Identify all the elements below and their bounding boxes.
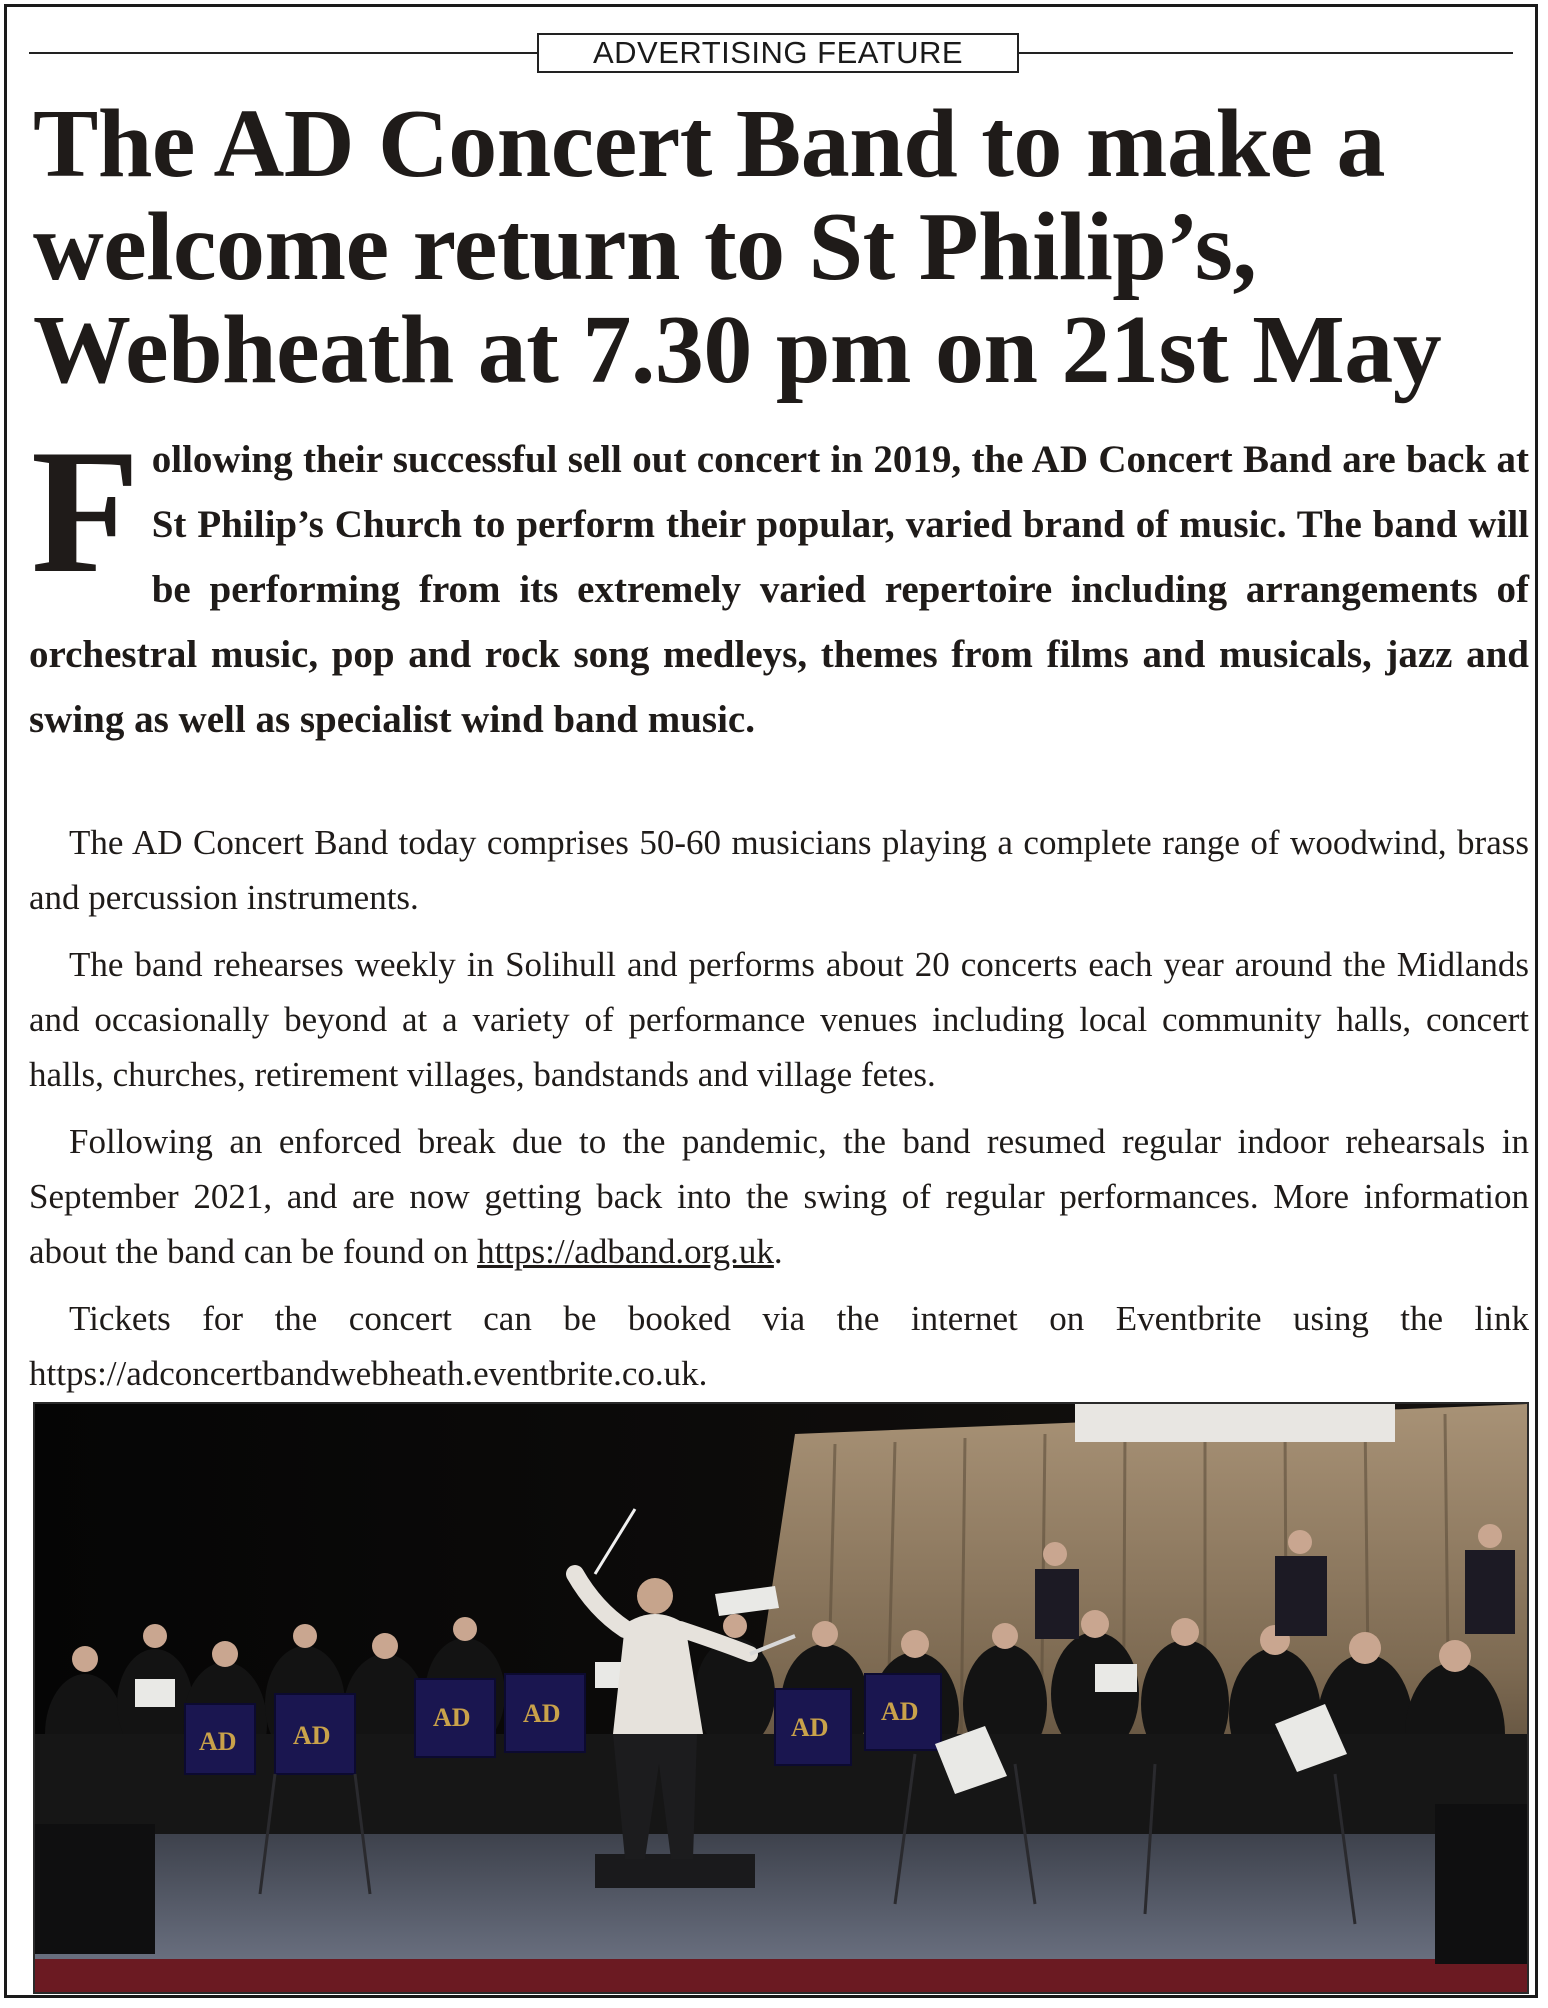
music-stand-logo: AD [791, 1713, 829, 1742]
music-stand-logo: AD [293, 1721, 331, 1750]
article-headline: The AD Concert Band to make a welcome return to St Philip’s, Webheath at 7.30 pm on 21st May [33, 90, 1442, 404]
paragraph-tickets: Tickets for the concert can be booked via the internet on Eventbrite using the link https://adconcertbandwebheath.eventbrite.co.uk. [29, 1299, 1529, 1393]
concert-band-photo [33, 1402, 1529, 1994]
music-stand-logo: AD [523, 1699, 561, 1728]
band-website-link[interactable]: https://adband.org.uk [477, 1232, 774, 1271]
paragraph-pandemic [29, 1114, 1529, 1279]
pandemic-text: Following an enforced break due to the pandemic, the band resumed regular indoor rehearsals in September 2021, and are now getting back into the swing of regular performances. More information about the band can be found on [29, 1122, 1529, 1271]
music-stand-logo: AD [199, 1727, 237, 1756]
article-body [29, 815, 1529, 1413]
drop-cap: F [31, 412, 140, 610]
advertising-feature-page [4, 4, 1538, 1998]
music-stand-logo: AD [881, 1697, 919, 1726]
header-rule-right [1019, 52, 1513, 54]
header-rule-left [29, 52, 537, 54]
advertising-feature-label: ADVERTISING FEATURE [537, 33, 1019, 73]
pandemic-text-end: . [773, 1232, 783, 1271]
paragraph-rehearsals: The band rehearses weekly in Solihull and performs about 20 concerts each year around the Midlands and occasionally beyond at a variety of performance venues including local community halls, concert halls, churches, retirement villages, bandstands and village fetes. [29, 945, 1529, 1094]
feature-header-row [29, 33, 1513, 73]
lead-text: ollowing their successful sell out concert in 2019, the AD Concert Band are back at St Philip’s Church to perform their popular, varied brand of music. The band will be performing from its extremely varied repertoire including arrangements of orchestral music, pop and rock song medleys, themes from films and musicals, jazz and swing as well as specialist wind band music. [29, 438, 1529, 741]
paragraph-band-size: The AD Concert Band today comprises 50-60 musicians playing a complete range of woodwind, brass and percussion instruments. [29, 823, 1529, 917]
music-stand-logo: AD [433, 1703, 471, 1732]
lead-paragraph [29, 412, 1529, 752]
